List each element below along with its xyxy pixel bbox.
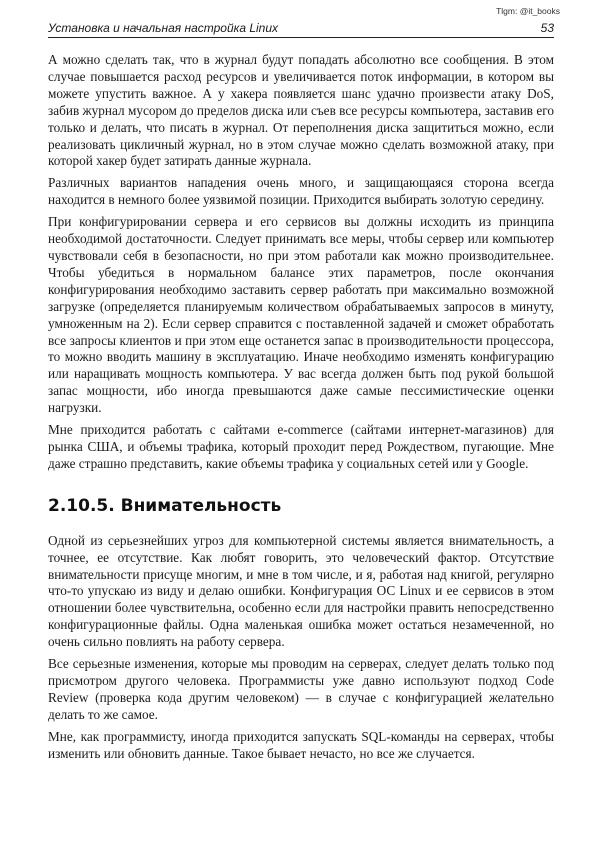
page-number: 53 bbox=[540, 21, 554, 35]
chapter-title: Установка и начальная настройка Linux bbox=[48, 21, 279, 35]
page-body bbox=[48, 52, 554, 768]
paragraph: Мне, как программисту, иногда приходится запускать SQL-команды на серверах, чтобы изменить или обновить данные. Такое бывает нечасто, но все же случается. bbox=[48, 728, 554, 761]
paragraph: Все серьезные изменения, которые мы проводим на серверах, следует делать только под присмотром другого человека. Программисты уже давно используют подход Code Review (проверка кода другим человеком) — в случае с конфигурацией желательно делать то же самое. bbox=[48, 656, 554, 722]
section-heading: 2.10.5. Внимательность bbox=[48, 495, 282, 516]
paragraph: Мне приходится работать с сайтами e-commerce (сайтами интернет-магазинов) для рынка США, и объемы трафика, который проходит перед Рождеством, пугающие. Мне даже страшно представить, какие объемы трафика у социальных сетей или у Google. bbox=[48, 422, 554, 471]
paragraph: Одной из серьезнейших угроз для компьютерной системы является внимательность, а точнее, ее отсутствие. Как любят говорить, это человеческий фактор. Отсутствие внимательности присуще многим, и мне в том числе, и я, работая над книгой, регулярно что-то упускаю из виду и делаю ошибки. Конфигурация ОС Linux и ее сервисов в этом отношении более чувствительна, особенно если для настройки править непосредственно конфигурационные файлы. Одна маленькая ошибка может остаться незамеченной, но очень сильно повлиять на работу сервера. bbox=[48, 532, 554, 650]
paragraph: При конфигурировании сервера и его сервисов вы должны исходить из принципа необходимой достаточности. Следует принимать все меры, чтобы сервер или компьютер чувствовали себя в безопасности, но при этом работали как можно производительнее. Чтобы убедиться в нормальном балансе этих параметров, после окончания конфигурирования необходимо заставить сервер работать при максимально возможной загрузке (определяется планируемым количеством обрабатываемых запросов в минуту, умноженным на 2). Если сервер справится с поставленной задачей и сможет обработать все запросы клиентов и при этом еще останется запас в производительности процессора, то можно вводить машину в эксплуатацию. Иначе необходимо изменять конфигурацию или наращивать мощность компьютера. У вас всегда должен быть под рукой большой запас мощности, ибо иногда превышаются даже самые пессимистические оценки нагрузки. bbox=[48, 214, 554, 416]
watermark-text: Tlgm: @it_books bbox=[496, 6, 560, 16]
running-header bbox=[48, 21, 554, 38]
paragraph: Различных вариантов нападения очень много, и защищающаяся сторона всегда находится в немного более уязвимой позиции. Приходится выбирать золотую середину. bbox=[48, 175, 554, 208]
paragraph: А можно сделать так, что в журнал будут попадать абсолютно все сообщения. В этом случае повышается расход ресурсов и увеличивается поток информации, в котором вы можете упустить важное. А у хакера появляется шанс удачно произвести атаку DoS, забив журнал мусором до пределов диска или съев все ресурсы компьютера, заставив его только и делать, что писать в журнал. От переполнения диска защититься можно, если реализовать цикличный журнал, но в этом случае можно сделать возможной атаку, при которой хакер будет затирать данные журнала. bbox=[48, 52, 554, 169]
